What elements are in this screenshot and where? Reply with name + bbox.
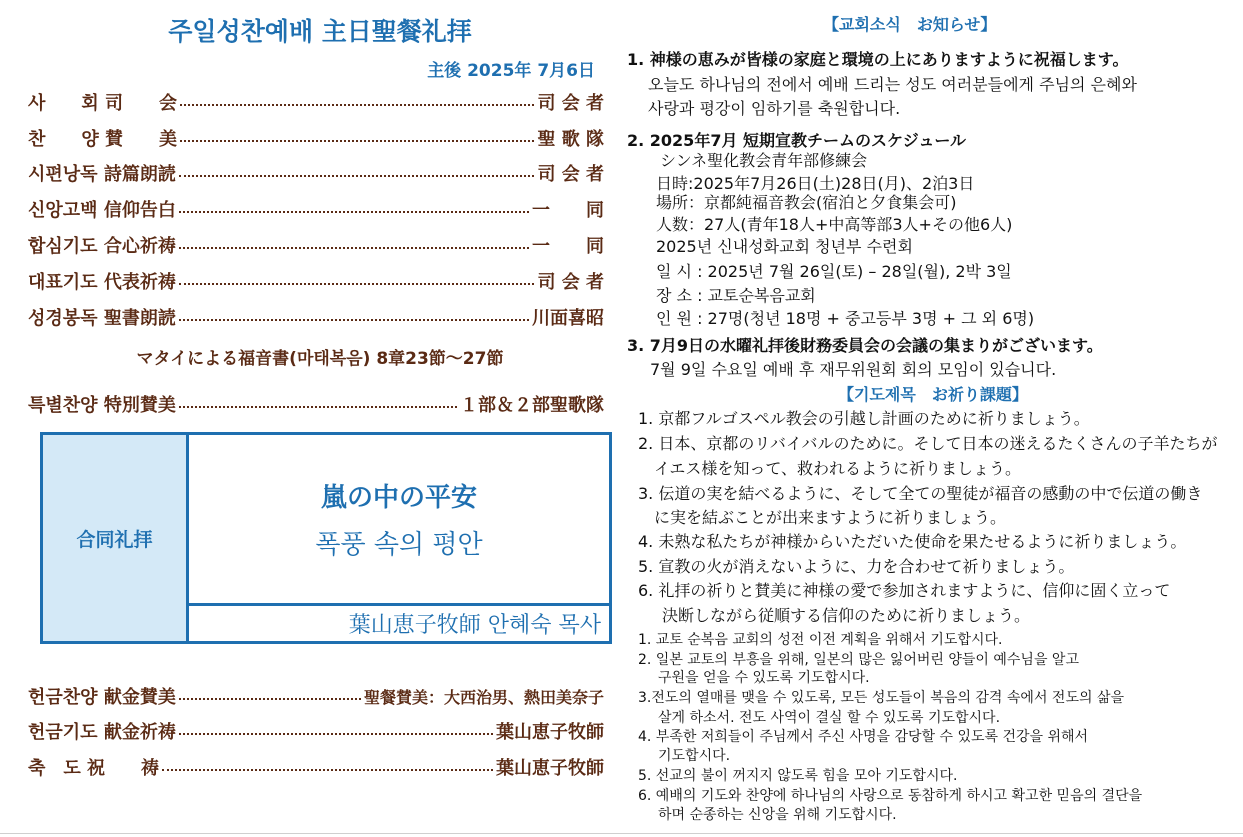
prayer-line: 決断しながら従順する信仰のために祈りましょう。 bbox=[662, 606, 1031, 625]
order-row bbox=[28, 89, 604, 115]
order-value: 一 同 bbox=[532, 236, 604, 257]
news-line: 7월 9일 수요일 예배 후 재무위원회 회의 모임이 있습니다. bbox=[650, 360, 1057, 379]
order-label: 합심기도 合心祈祷 bbox=[28, 236, 176, 257]
prayer-line: 4. 未熟な私たちが神様からいただいた使命を果たせるように祈りましょう。 bbox=[638, 532, 1187, 551]
prayer-line: 2. 일본 교토의 부흥을 위해, 일본의 많은 잃어버린 양들이 예수님을 알고 bbox=[638, 652, 1079, 668]
sermon-title-block bbox=[189, 435, 609, 606]
order-label: 헌금찬양 献金賛美 bbox=[28, 687, 176, 708]
news-line: 場所：京都純福音教会(宿泊と夕食集会可) bbox=[656, 193, 957, 212]
order-label: 사 회 司 会 bbox=[28, 93, 178, 114]
news-line: 日時:2025年7月26日(土)28日(月)、2泊3日 bbox=[656, 174, 975, 193]
order-row bbox=[28, 232, 604, 258]
leader-dots bbox=[162, 769, 493, 771]
news-item: 3. 7月9日の水曜礼拝後財務委員会の会議の集まりがございます。 bbox=[627, 336, 1103, 355]
order-label: 대표기도 代表祈祷 bbox=[28, 272, 176, 293]
order-row bbox=[28, 268, 604, 294]
order-value: 司 会 者 bbox=[537, 93, 604, 114]
leader-dots bbox=[179, 698, 361, 700]
prayer-line: 하며 순종하는 신앙을 위해 기도합시다. bbox=[658, 807, 897, 823]
order-label: 성경봉독 聖書朗読 bbox=[28, 308, 176, 329]
news-item: 1. 神様の恵みが皆様の家庭と環境の上にありますように祝福します。 bbox=[627, 50, 1129, 69]
order-label: 시편낭독 詩篇朗読 bbox=[28, 164, 176, 185]
prayer-line: 기도합시다. bbox=[658, 748, 731, 764]
order-row bbox=[28, 754, 604, 780]
news-line: 일 시 : 2025년 7월 26일(토) – 28일(월), 2박 3일 bbox=[656, 262, 1012, 281]
divider bbox=[0, 833, 1243, 834]
order-row bbox=[28, 683, 604, 709]
prayer-line: 3.전도의 열매를 맺을 수 있도록, 모든 성도들이 복음의 감격 속에서 전도의 삶을 bbox=[638, 690, 1125, 706]
sermon-service-label: 合同礼拝 bbox=[43, 435, 189, 641]
order-label: 신앙고백 信仰告白 bbox=[28, 200, 176, 221]
sermon-box bbox=[40, 432, 612, 644]
news-line: 인 원 : 27명(청년 18명 + 중고등부 3명 + 그 외 6명) bbox=[656, 309, 1035, 328]
prayer-line: 6. 礼拝の祈りと賛美に神様の愛で参加されますように、信仰に固く立って bbox=[638, 581, 1171, 600]
prayer-line: 2. 日本、京都のリバイバルのために。そして日本の迷えるたくさんの子羊たちが bbox=[638, 434, 1218, 453]
leader-dots bbox=[179, 283, 535, 285]
order-value: 一 同 bbox=[532, 200, 604, 221]
prayer-line: イエス様を知って、救われるように祈りましょう。 bbox=[654, 459, 1022, 478]
page-title: 주일성찬예배 主日聖餐礼拝 bbox=[168, 17, 472, 46]
service-date: 主後 2025年 7月6日 bbox=[427, 61, 595, 81]
news-line: 2025년 신내성화교회 청년부 수련회 bbox=[656, 237, 913, 256]
sermon-preacher: 葉山恵子牧師 안혜숙 목사 bbox=[348, 613, 601, 638]
news-line: 사랑과 평강이 임하기를 축원합니다. bbox=[648, 99, 901, 118]
news-item: 2. 2025年7月 短期宣教チームのスケジュール bbox=[627, 131, 967, 150]
order-value: 葉山恵子牧師 bbox=[496, 722, 604, 743]
prayer-line: 살게 하소서. 전도 사역이 결실 할 수 있도록 기도합시다. bbox=[658, 710, 1001, 726]
news-line: 人数：27人(青年18人+中高等部3人+その他6人) bbox=[656, 215, 1013, 234]
prayer-heading: 【기도제목 お祈り課題】 bbox=[838, 385, 1028, 404]
prayer-line: 1. 京都フルゴスペル教会の引越し計画のために祈りましょう。 bbox=[638, 409, 1090, 428]
sermon-title-jp: 嵐の中の平安 bbox=[320, 483, 477, 513]
news-heading: 【교회소식 お知らせ】 bbox=[823, 15, 997, 34]
special-hymn-row bbox=[28, 391, 604, 417]
order-value: 司 会 者 bbox=[537, 272, 604, 293]
order-row bbox=[28, 160, 604, 186]
order-label: 축 도 祝 祷 bbox=[28, 758, 160, 779]
order-row bbox=[28, 304, 604, 330]
leader-dots bbox=[179, 211, 529, 213]
leader-dots bbox=[179, 733, 493, 735]
order-value: 司 会 者 bbox=[537, 164, 604, 185]
leader-dots bbox=[180, 140, 534, 142]
order-row bbox=[28, 125, 604, 151]
leader-dots bbox=[179, 319, 529, 321]
order-value: 聖 歌 隊 bbox=[537, 129, 604, 150]
prayer-line: 5. 선교의 불이 꺼지지 않도록 힘을 모아 기도합시다. bbox=[638, 768, 958, 784]
sermon-title-kr: 폭풍 속의 평안 bbox=[315, 530, 483, 560]
prayer-line: 1. 교토 순복음 교회의 성전 이전 계획을 위해서 기도합시다. bbox=[638, 632, 1003, 648]
order-label: 특별찬양 特別賛美 bbox=[28, 395, 176, 416]
prayer-line: 6. 예배의 기도와 찬양에 하나님의 사랑으로 동참하게 하시고 확고한 믿음의 결단을 bbox=[638, 788, 1143, 804]
leader-dots bbox=[179, 406, 457, 408]
leader-dots bbox=[179, 175, 535, 177]
prayer-line: 4. 부족한 저희들이 주님께서 주신 사명을 감당할 수 있도록 건강을 위해서 bbox=[638, 729, 1089, 745]
order-row bbox=[28, 718, 604, 744]
order-row bbox=[28, 196, 604, 222]
prayer-line: に実を結ぶことが出来ますように祈りましょう。 bbox=[654, 508, 1007, 527]
leader-dots bbox=[179, 247, 529, 249]
news-line: 장 소 : 교토순복음교회 bbox=[656, 286, 816, 305]
order-value: １部＆２部聖歌隊 bbox=[460, 395, 604, 416]
prayer-line: 3. 伝道の実を結べるように、そして全ての聖徒が福音の感動の中で伝道の働き bbox=[638, 484, 1203, 503]
order-label: 헌금기도 献金祈祷 bbox=[28, 722, 176, 743]
order-value: 川面喜昭 bbox=[532, 308, 604, 329]
news-line: シンネ聖化教会青年部修練会 bbox=[660, 151, 868, 170]
leader-dots bbox=[180, 104, 534, 106]
order-value: 葉山恵子牧師 bbox=[496, 758, 604, 779]
prayer-line: 구원을 얻을 수 있도록 기도합시다. bbox=[658, 670, 870, 686]
order-value: 聖餐賛美：大西治男、熱田美奈子 bbox=[363, 687, 604, 707]
prayer-line: 5. 宣教の火が消えないように、力を合わせて祈りましょう。 bbox=[638, 557, 1075, 576]
order-label: 찬 양 賛 美 bbox=[28, 129, 178, 150]
scripture-reference: マタイによる福音書(마태복음) 8章23節～27節 bbox=[136, 349, 504, 369]
news-line: 오늘도 하나님의 전에서 예배 드리는 성도 여러분들에게 주님의 은혜와 bbox=[648, 75, 1137, 94]
